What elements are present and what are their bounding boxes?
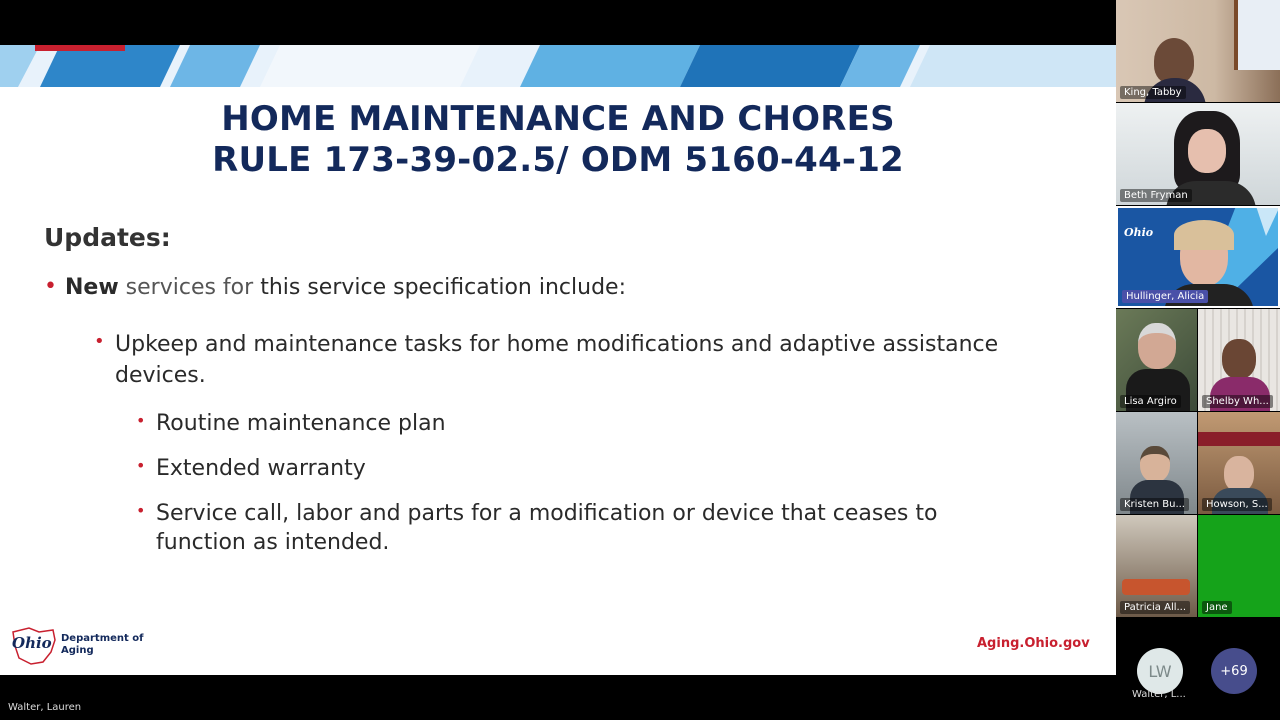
ohio-logo-icon: Ohio [1124, 226, 1154, 239]
window-image [1234, 0, 1280, 70]
bullet-dot: • [136, 501, 146, 520]
participant-tile[interactable] [1116, 103, 1280, 205]
couch-image [1122, 579, 1190, 595]
logo-dept-line1: Department of [61, 633, 144, 644]
logo-dept-line2: Aging [61, 645, 94, 656]
participant-tile[interactable] [1116, 309, 1197, 411]
bullet-dot: • [44, 274, 57, 299]
participant-tile[interactable] [1198, 412, 1280, 514]
bullet-bold-text: New [65, 275, 119, 300]
accent-bar [35, 45, 125, 51]
participant-name: King, Tabby [1120, 86, 1186, 99]
sub-bullet-warranty: Extended warranty [156, 456, 366, 481]
bullet-dot: • [136, 411, 146, 430]
curtain-image [1198, 432, 1280, 446]
participant-tile[interactable] [1116, 0, 1280, 102]
person-silhouette [1222, 339, 1256, 379]
bullet-upkeep-line2: devices. [115, 363, 206, 388]
logo-ohio-script: Ohio [12, 634, 52, 652]
person-silhouette [1188, 129, 1226, 173]
participant-name: Kristen Bu... [1120, 498, 1189, 511]
participant-tile[interactable] [1198, 309, 1280, 411]
self-name-label: Walter, L... [1132, 689, 1186, 700]
more-participants-button[interactable] [1211, 648, 1257, 694]
participant-tile[interactable] [1198, 515, 1280, 617]
self-initials: LW [1148, 661, 1172, 681]
participant-tile[interactable] [1116, 412, 1197, 514]
bullet-upkeep-line1: Upkeep and maintenance tasks for home modifications and adaptive assistance [115, 332, 999, 357]
participant-name: Jane [1202, 601, 1232, 614]
person-silhouette [1140, 446, 1170, 482]
participant-name: Shelby Wh... [1202, 395, 1273, 408]
bullet-dot: • [136, 456, 146, 475]
participant-name: Howson, S... [1202, 498, 1272, 511]
presenter-name-label: Walter, Lauren [8, 702, 82, 713]
sub-bullet-service-line2: function as intended. [156, 530, 390, 555]
sub-bullet-service-line1: Service call, labor and parts for a modification or device that ceases to [156, 501, 938, 526]
sub-bullet-routine: Routine maintenance plan [156, 411, 446, 436]
person-silhouette [1138, 323, 1176, 369]
participant-tile-active-speaker[interactable] [1116, 206, 1280, 308]
person-silhouette [1224, 456, 1254, 492]
website-url: Aging.Ohio.gov [977, 636, 1090, 651]
participant-name: Patricia All... [1120, 601, 1190, 614]
participant-name: Beth Fryman [1120, 189, 1192, 202]
updates-heading: Updates: [44, 223, 171, 252]
bullet-new-services [65, 273, 626, 303]
participant-name: Lisa Argiro [1120, 395, 1181, 408]
bullet-rest-text: this service specification include: [260, 275, 626, 300]
bullet-gray-text: services for [125, 275, 254, 300]
more-count: +69 [1220, 663, 1248, 679]
ohio-department-of-aging-logo [9, 626, 149, 666]
participant-name: Hullinger, Alicia [1122, 290, 1208, 303]
presentation-slide [0, 45, 1116, 675]
participant-tile[interactable] [1116, 515, 1197, 617]
slide-title-line1: HOME MAINTENANCE AND CHORES [221, 99, 895, 139]
self-avatar[interactable] [1137, 648, 1183, 694]
person-silhouette [1174, 220, 1234, 250]
bullet-dot: • [94, 331, 105, 352]
slide-banner-graphic [0, 45, 1116, 87]
slide-title-line2: RULE 173-39-02.5/ ODM 5160-44-12 [212, 140, 904, 180]
